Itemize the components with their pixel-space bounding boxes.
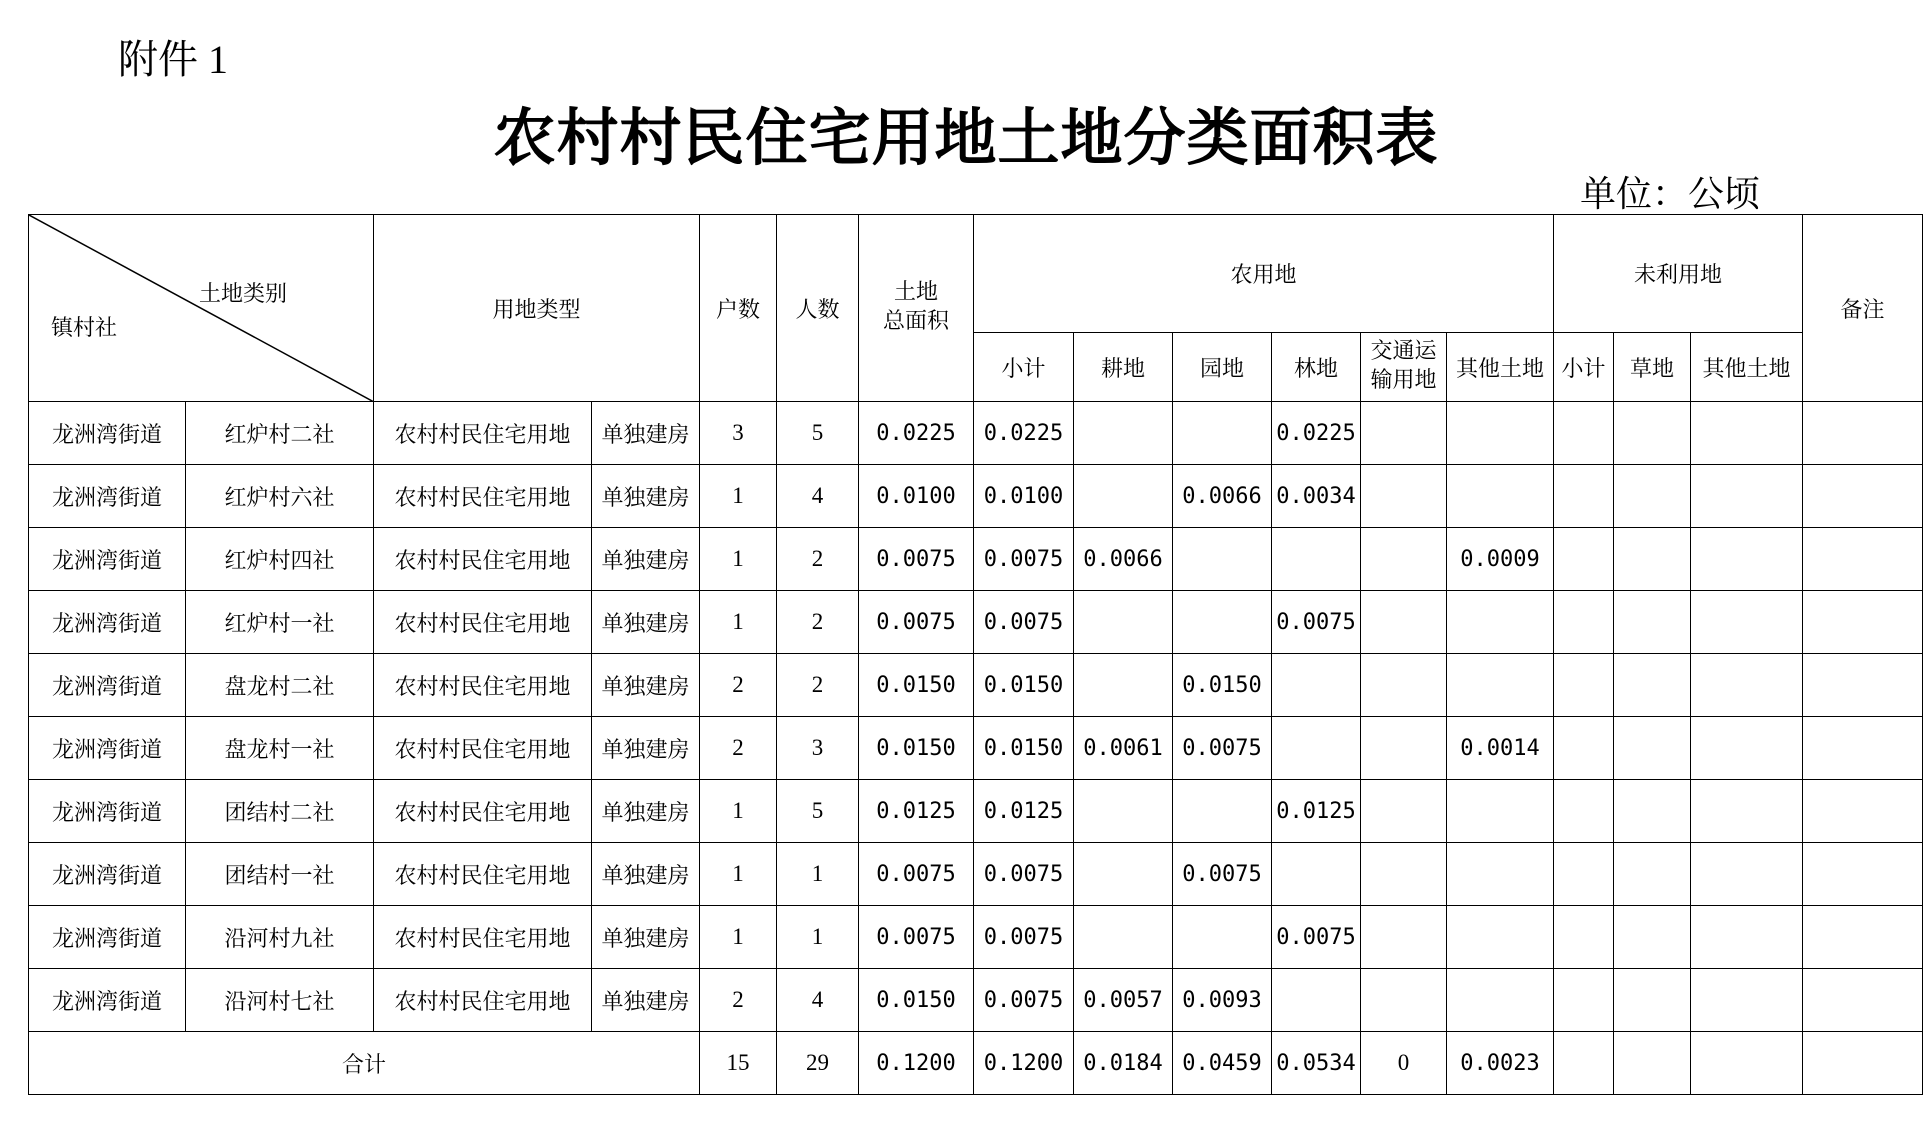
village-cell: 盘龙村一社 — [186, 717, 374, 780]
total-agri-subtotal-cell: 0.1200 — [974, 1032, 1074, 1095]
garden-header: 园地 — [1173, 333, 1272, 402]
agri-subtotal-cell: 0.0075 — [974, 906, 1074, 969]
village-cell: 红炉村四社 — [186, 528, 374, 591]
total-unused-other-cell — [1691, 1032, 1803, 1095]
unused-other-cell — [1691, 717, 1803, 780]
unused-other-cell — [1691, 591, 1803, 654]
grass-cell — [1614, 654, 1691, 717]
unused-subtotal-header: 小计 — [1554, 333, 1614, 402]
remark-cell — [1803, 465, 1923, 528]
total-unused-subtotal-cell — [1554, 1032, 1614, 1095]
village-cell: 团结村二社 — [186, 780, 374, 843]
build-type-cell: 单独建房 — [592, 465, 700, 528]
unused-other-header: 其他土地 — [1691, 333, 1803, 402]
agri-subtotal-cell: 0.0075 — [974, 843, 1074, 906]
garden-cell — [1173, 780, 1272, 843]
unused-subtotal-cell — [1554, 654, 1614, 717]
total-area-header — [859, 215, 974, 402]
forest-cell: 0.0075 — [1272, 591, 1361, 654]
remark-cell — [1803, 969, 1923, 1032]
remark-cell — [1803, 591, 1923, 654]
unused-subtotal-cell — [1554, 528, 1614, 591]
other-land-cell — [1447, 654, 1554, 717]
other-land-cell — [1447, 780, 1554, 843]
cultivated-cell — [1074, 465, 1173, 528]
households-cell: 2 — [700, 969, 777, 1032]
total-area-cell: 0.0075 — [859, 528, 974, 591]
unused-other-cell — [1691, 843, 1803, 906]
cultivated-cell — [1074, 780, 1173, 843]
people-cell: 4 — [777, 969, 859, 1032]
unused-other-cell — [1691, 906, 1803, 969]
total-people-cell: 29 — [777, 1032, 859, 1095]
households-cell: 2 — [700, 654, 777, 717]
total-garden-cell: 0.0459 — [1173, 1032, 1272, 1095]
forest-header: 林地 — [1272, 333, 1361, 402]
total-forest-cell: 0.0534 — [1272, 1032, 1361, 1095]
page-title: 农村村民住宅用地土地分类面积表 — [493, 101, 1439, 174]
cultivated-cell — [1074, 843, 1173, 906]
village-cell: 沿河村九社 — [186, 906, 374, 969]
unused-other-cell — [1691, 402, 1803, 465]
agri-subtotal-cell: 0.0150 — [974, 654, 1074, 717]
unused-subtotal-cell — [1554, 906, 1614, 969]
forest-cell: 0.0075 — [1272, 906, 1361, 969]
remark-cell — [1803, 654, 1923, 717]
land-use-cell: 农村村民住宅用地 — [374, 843, 592, 906]
town-cell: 龙洲湾街道 — [29, 969, 186, 1032]
total-households-cell: 15 — [700, 1032, 777, 1095]
attachment-label — [118, 28, 228, 85]
people-cell: 1 — [777, 843, 859, 906]
people-cell: 4 — [777, 465, 859, 528]
unused-other-cell — [1691, 780, 1803, 843]
remark-cell — [1803, 780, 1923, 843]
garden-cell: 0.0066 — [1173, 465, 1272, 528]
households-cell: 1 — [700, 591, 777, 654]
other-land-cell: 0.0014 — [1447, 717, 1554, 780]
other-land-cell — [1447, 843, 1554, 906]
build-type-cell: 单独建房 — [592, 654, 700, 717]
total-area-cell: 0.0125 — [859, 780, 974, 843]
people-cell: 2 — [777, 654, 859, 717]
village-cell: 红炉村一社 — [186, 591, 374, 654]
land-use-cell: 农村村民住宅用地 — [374, 591, 592, 654]
land-use-type-header: 用地类型 — [374, 215, 700, 402]
agri-subtotal-cell: 0.0075 — [974, 591, 1074, 654]
build-type-cell: 单独建房 — [592, 591, 700, 654]
build-type-cell: 单独建房 — [592, 402, 700, 465]
transport-cell — [1361, 717, 1447, 780]
transport-line1: 交通运 — [1370, 339, 1437, 365]
cultivated-cell — [1074, 591, 1173, 654]
total-area-sum-cell: 0.1200 — [859, 1032, 974, 1095]
table-row — [29, 780, 1923, 843]
households-cell: 3 — [700, 402, 777, 465]
grass-cell — [1614, 465, 1691, 528]
forest-cell: 0.0125 — [1272, 780, 1361, 843]
total-label: 合计 — [29, 1032, 700, 1095]
transport-header — [1361, 333, 1447, 402]
people-cell: 3 — [777, 717, 859, 780]
attachment-number: 1 — [208, 37, 228, 82]
transport-cell — [1361, 528, 1447, 591]
table-row — [29, 906, 1923, 969]
land-use-cell: 农村村民住宅用地 — [374, 528, 592, 591]
garden-cell: 0.0075 — [1173, 843, 1272, 906]
garden-cell — [1173, 591, 1272, 654]
cultivated-cell — [1074, 402, 1173, 465]
village-cell: 红炉村六社 — [186, 465, 374, 528]
build-type-cell: 单独建房 — [592, 528, 700, 591]
unused-other-cell — [1691, 528, 1803, 591]
village-cell: 团结村一社 — [186, 843, 374, 906]
total-area-cell: 0.0075 — [859, 906, 974, 969]
total-transport-cell: 0 — [1361, 1032, 1447, 1095]
land-area-table — [28, 214, 1923, 1095]
households-cell: 1 — [700, 843, 777, 906]
people-cell: 5 — [777, 402, 859, 465]
forest-cell — [1272, 843, 1361, 906]
total-area-cell: 0.0150 — [859, 654, 974, 717]
forest-cell: 0.0034 — [1272, 465, 1361, 528]
agri-subtotal-header: 小计 — [974, 333, 1074, 402]
transport-cell — [1361, 654, 1447, 717]
town-cell: 龙洲湾街道 — [29, 528, 186, 591]
other-land-cell — [1447, 465, 1554, 528]
total-area-cell: 0.0150 — [859, 969, 974, 1032]
build-type-cell: 单独建房 — [592, 906, 700, 969]
transport-cell — [1361, 402, 1447, 465]
grass-cell — [1614, 843, 1691, 906]
diagonal-header-cell — [29, 215, 374, 402]
agri-subtotal-cell: 0.0075 — [974, 528, 1074, 591]
grass-cell — [1614, 906, 1691, 969]
forest-cell — [1272, 654, 1361, 717]
diagonal-line — [29, 215, 374, 402]
table-row — [29, 654, 1923, 717]
unused-other-cell — [1691, 654, 1803, 717]
transport-cell — [1361, 906, 1447, 969]
unit-label: 单位：公顷 — [1580, 174, 1761, 215]
cultivated-cell: 0.0061 — [1074, 717, 1173, 780]
unused-subtotal-cell — [1554, 843, 1614, 906]
table-row — [29, 402, 1923, 465]
town-cell: 龙洲湾街道 — [29, 717, 186, 780]
remark-cell — [1803, 717, 1923, 780]
garden-cell — [1173, 402, 1272, 465]
remark-cell — [1803, 528, 1923, 591]
village-cell: 红炉村二社 — [186, 402, 374, 465]
remark-cell — [1803, 402, 1923, 465]
land-use-cell: 农村村民住宅用地 — [374, 906, 592, 969]
land-category-label: 土地类别 — [199, 282, 288, 307]
unused-subtotal-cell — [1554, 591, 1614, 654]
other-land-cell: 0.0009 — [1447, 528, 1554, 591]
unused-subtotal-cell — [1554, 717, 1614, 780]
grass-cell — [1614, 780, 1691, 843]
remarks-header: 备注 — [1803, 215, 1923, 402]
cultivated-header: 耕地 — [1074, 333, 1173, 402]
table-row — [29, 528, 1923, 591]
cultivated-cell: 0.0057 — [1074, 969, 1173, 1032]
other-land-cell — [1447, 969, 1554, 1032]
grass-cell — [1614, 402, 1691, 465]
grass-cell — [1614, 717, 1691, 780]
households-cell: 2 — [700, 717, 777, 780]
total-area-cell: 0.0075 — [859, 843, 974, 906]
town-cell: 龙洲湾街道 — [29, 906, 186, 969]
build-type-cell: 单独建房 — [592, 717, 700, 780]
people-cell: 1 — [777, 906, 859, 969]
land-use-cell: 农村村民住宅用地 — [374, 654, 592, 717]
total-remark-cell — [1803, 1032, 1923, 1095]
other-land-cell — [1447, 591, 1554, 654]
town-cell: 龙洲湾街道 — [29, 591, 186, 654]
town-village-label: 镇村社 — [51, 316, 118, 341]
garden-cell — [1173, 528, 1272, 591]
total-grass-cell — [1614, 1032, 1691, 1095]
transport-line2: 输用地 — [1370, 368, 1437, 393]
households-header: 户数 — [700, 215, 777, 402]
table-row — [29, 465, 1923, 528]
town-cell: 龙洲湾街道 — [29, 654, 186, 717]
transport-cell — [1361, 969, 1447, 1032]
village-cell: 盘龙村二社 — [186, 654, 374, 717]
remark-cell — [1803, 906, 1923, 969]
grass-cell — [1614, 969, 1691, 1032]
land-use-cell: 农村村民住宅用地 — [374, 717, 592, 780]
unused-land-header: 未利用地 — [1554, 215, 1803, 333]
total-area-cell: 0.0100 — [859, 465, 974, 528]
transport-cell — [1361, 780, 1447, 843]
remark-cell — [1803, 843, 1923, 906]
total-row — [29, 1032, 1923, 1095]
attachment-text: 附件 — [118, 37, 198, 83]
unused-other-cell — [1691, 969, 1803, 1032]
land-use-cell: 农村村民住宅用地 — [374, 465, 592, 528]
agri-subtotal-cell: 0.0225 — [974, 402, 1074, 465]
households-cell: 1 — [700, 780, 777, 843]
table-row — [29, 969, 1923, 1032]
town-cell: 龙洲湾街道 — [29, 465, 186, 528]
households-cell: 1 — [700, 465, 777, 528]
town-cell: 龙洲湾街道 — [29, 843, 186, 906]
transport-cell — [1361, 843, 1447, 906]
agri-land-header: 农用地 — [974, 215, 1554, 333]
grass-header: 草地 — [1614, 333, 1691, 402]
people-cell: 2 — [777, 528, 859, 591]
build-type-cell: 单独建房 — [592, 969, 700, 1032]
land-use-cell: 农村村民住宅用地 — [374, 969, 592, 1032]
total-other-land-cell: 0.0023 — [1447, 1032, 1554, 1095]
table-row — [29, 591, 1923, 654]
garden-cell: 0.0093 — [1173, 969, 1272, 1032]
households-cell: 1 — [700, 906, 777, 969]
grass-cell — [1614, 591, 1691, 654]
table-row — [29, 717, 1923, 780]
total-area-cell: 0.0150 — [859, 717, 974, 780]
table-row — [29, 843, 1923, 906]
cultivated-cell — [1074, 906, 1173, 969]
total-area-line1: 土地 — [893, 280, 938, 306]
people-header: 人数 — [777, 215, 859, 402]
people-cell: 2 — [777, 591, 859, 654]
unused-subtotal-cell — [1554, 465, 1614, 528]
other-land-cell — [1447, 402, 1554, 465]
agri-subtotal-cell: 0.0100 — [974, 465, 1074, 528]
households-cell: 1 — [700, 528, 777, 591]
garden-cell: 0.0075 — [1173, 717, 1272, 780]
build-type-cell: 单独建房 — [592, 780, 700, 843]
forest-cell — [1272, 528, 1361, 591]
total-area-cell: 0.0225 — [859, 402, 974, 465]
unused-subtotal-cell — [1554, 402, 1614, 465]
other-land-header: 其他土地 — [1447, 333, 1554, 402]
total-area-cell: 0.0075 — [859, 591, 974, 654]
unused-subtotal-cell — [1554, 969, 1614, 1032]
town-cell: 龙洲湾街道 — [29, 402, 186, 465]
build-type-cell: 单独建房 — [592, 843, 700, 906]
agri-subtotal-cell: 0.0150 — [974, 717, 1074, 780]
cultivated-cell: 0.0066 — [1074, 528, 1173, 591]
village-cell: 沿河村七社 — [186, 969, 374, 1032]
other-land-cell — [1447, 906, 1554, 969]
agri-subtotal-cell: 0.0075 — [974, 969, 1074, 1032]
forest-cell: 0.0225 — [1272, 402, 1361, 465]
transport-cell — [1361, 465, 1447, 528]
forest-cell — [1272, 717, 1361, 780]
grass-cell — [1614, 528, 1691, 591]
transport-cell — [1361, 591, 1447, 654]
garden-cell: 0.0150 — [1173, 654, 1272, 717]
unused-subtotal-cell — [1554, 780, 1614, 843]
cultivated-cell — [1074, 654, 1173, 717]
forest-cell — [1272, 969, 1361, 1032]
unused-other-cell — [1691, 465, 1803, 528]
land-use-cell: 农村村民住宅用地 — [374, 402, 592, 465]
total-cultivated-cell: 0.0184 — [1074, 1032, 1173, 1095]
garden-cell — [1173, 906, 1272, 969]
agri-subtotal-cell: 0.0125 — [974, 780, 1074, 843]
land-use-cell: 农村村民住宅用地 — [374, 780, 592, 843]
people-cell: 5 — [777, 780, 859, 843]
town-cell: 龙洲湾街道 — [29, 780, 186, 843]
total-area-line2: 总面积 — [882, 309, 949, 334]
